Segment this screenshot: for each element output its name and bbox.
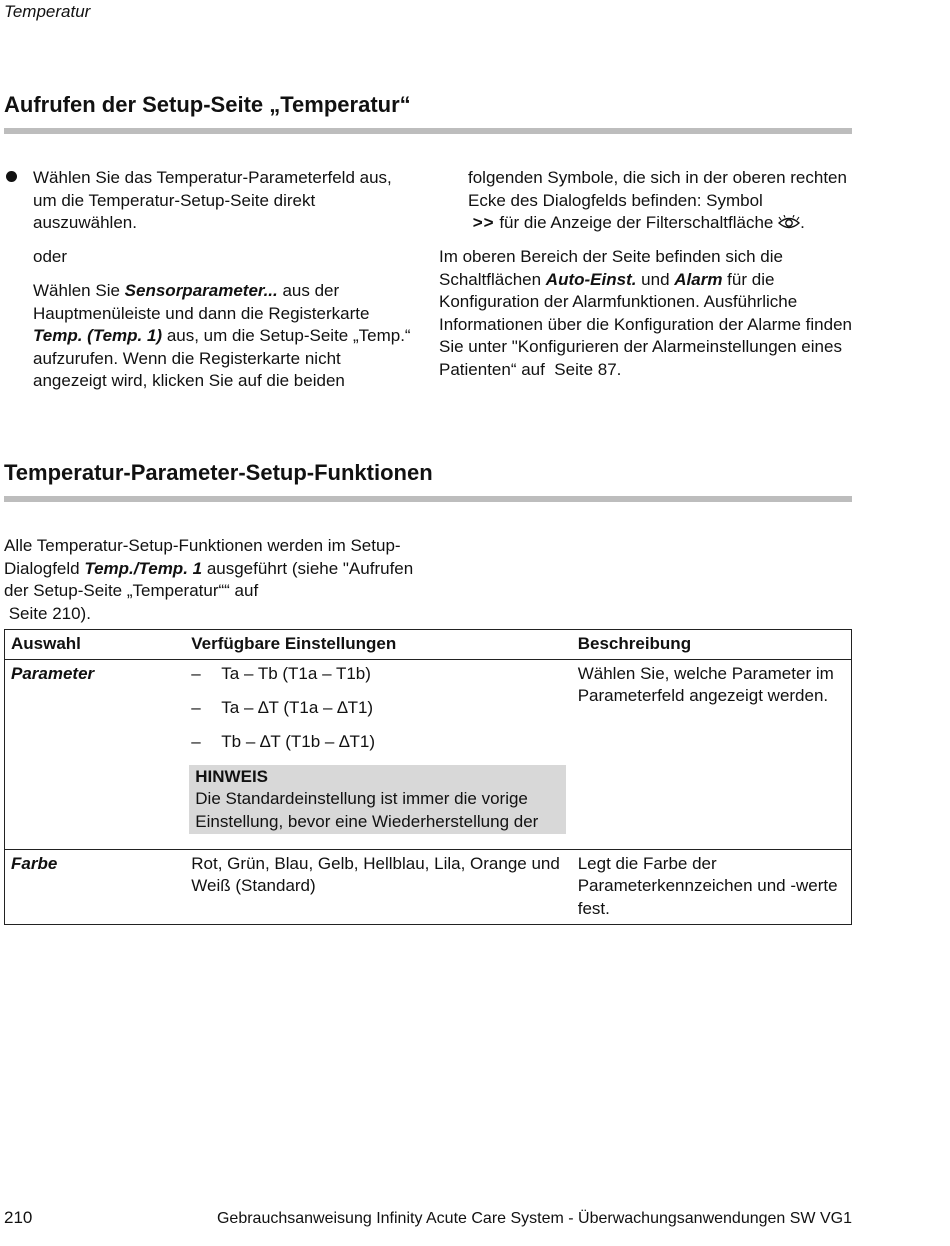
section-rule: [4, 128, 852, 134]
column-header-settings: Verfügbare Einstellungen: [185, 630, 571, 660]
column-header-selection: Auswahl: [5, 630, 186, 660]
table-header-row: [5, 630, 852, 660]
table-row: [5, 849, 852, 925]
auto-einst-label: Auto-Einst.: [545, 269, 637, 289]
settings-cell: Rot, Grün, Blau, Gelb, Hellblau, Lila, Orange und Weiß (Standard): [185, 849, 571, 925]
option-item: – Ta – Tb (T1a – T1b): [191, 663, 371, 683]
option-item: – Ta – ∆T (T1a – ∆T1): [191, 697, 374, 717]
tab-temp: Temp. (Temp. 1): [33, 326, 163, 346]
hint-title: HINWEIS: [195, 766, 269, 786]
alarm-paragraph: Im oberen Bereich der Seite befinden sich die Schaltflächen Auto-Einst. und Alarm für die Konfiguration der Alarmfunktionen. Ausführliche Informationen über die Konfiguration der Alarme finden Sie unter "Konfigurieren der Alarmeinstellungen eines Patienten“ auf Seite 87.: [439, 247, 852, 379]
intro-paragraph: Alle Temperatur-Setup-Funktionen werden im Setup-Dialogfeld Temp./Temp. 1 ausgeführt (siehe "Aufrufen der Setup-Seite „Temperatur““ auf Seite 210).: [4, 536, 414, 623]
page-number: 210: [4, 1208, 33, 1227]
selection-cell: Parameter: [5, 659, 186, 849]
setup-functions-table: [4, 629, 852, 925]
menu-item-sensorparameter: Sensorparameter...: [124, 281, 278, 300]
bullet-paragraph: Wählen Sie das Temperatur-Parameterfeld aus, um die Temperatur-Setup-Seite direkt auszuwählen.: [33, 168, 392, 233]
eye-icon: [778, 215, 800, 231]
symbols-paragraph: folgenden Symbole, die sich in der oberen rechten Ecke des Dialogfelds befinden: Symbol >> für die Anzeige der Filterschaltfläche .: [468, 168, 847, 233]
document-title: Gebrauchsanweisung Infinity Acute Care System - Überwachungsanwendungen SW VG1: [216, 1210, 852, 1227]
section-title-setup-functions: Temperatur-Parameter-Setup-Funktionen: [4, 460, 433, 485]
selection-cell: Farbe: [5, 849, 186, 925]
oder-text: oder: [33, 247, 68, 266]
hint-box: [189, 765, 565, 834]
table-row: [5, 659, 852, 849]
option-item: – Tb – ∆T (T1b – ∆T1): [191, 731, 375, 751]
double-chevron-icon: >>: [472, 213, 495, 233]
alarm-label: Alarm: [674, 269, 723, 289]
settings-cell: [185, 659, 571, 849]
hint-text: Die Standardeinstellung ist immer die vorige Einstellung, bevor eine Wiederherstellung der: [195, 789, 539, 832]
column-header-description: Beschreibung: [572, 630, 852, 660]
bullet-icon: [6, 171, 17, 182]
description-cell: Legt die Farbe der Parameterkennzeichen und -werte fest.: [572, 849, 852, 925]
dialog-name: Temp./Temp. 1: [84, 558, 203, 578]
sensor-parameter-paragraph: Wählen Sie Sensorparameter... aus der Hauptmenüleiste und dann die Registerkarte Temp. (Temp. 1) aus, um die Setup-Seite „Temp.“ aufzurufen. Wenn die Registerkarte nicht angezeigt wird, klicken Sie auf die beiden: [33, 281, 411, 391]
section-title-setup-page: Aufrufen der Setup-Seite „Temperatur“: [4, 92, 411, 117]
running-head: Temperatur: [4, 2, 91, 21]
section-rule: [4, 496, 852, 502]
description-cell: Wählen Sie, welche Parameter im Parameterfeld angezeigt werden.: [572, 659, 852, 849]
